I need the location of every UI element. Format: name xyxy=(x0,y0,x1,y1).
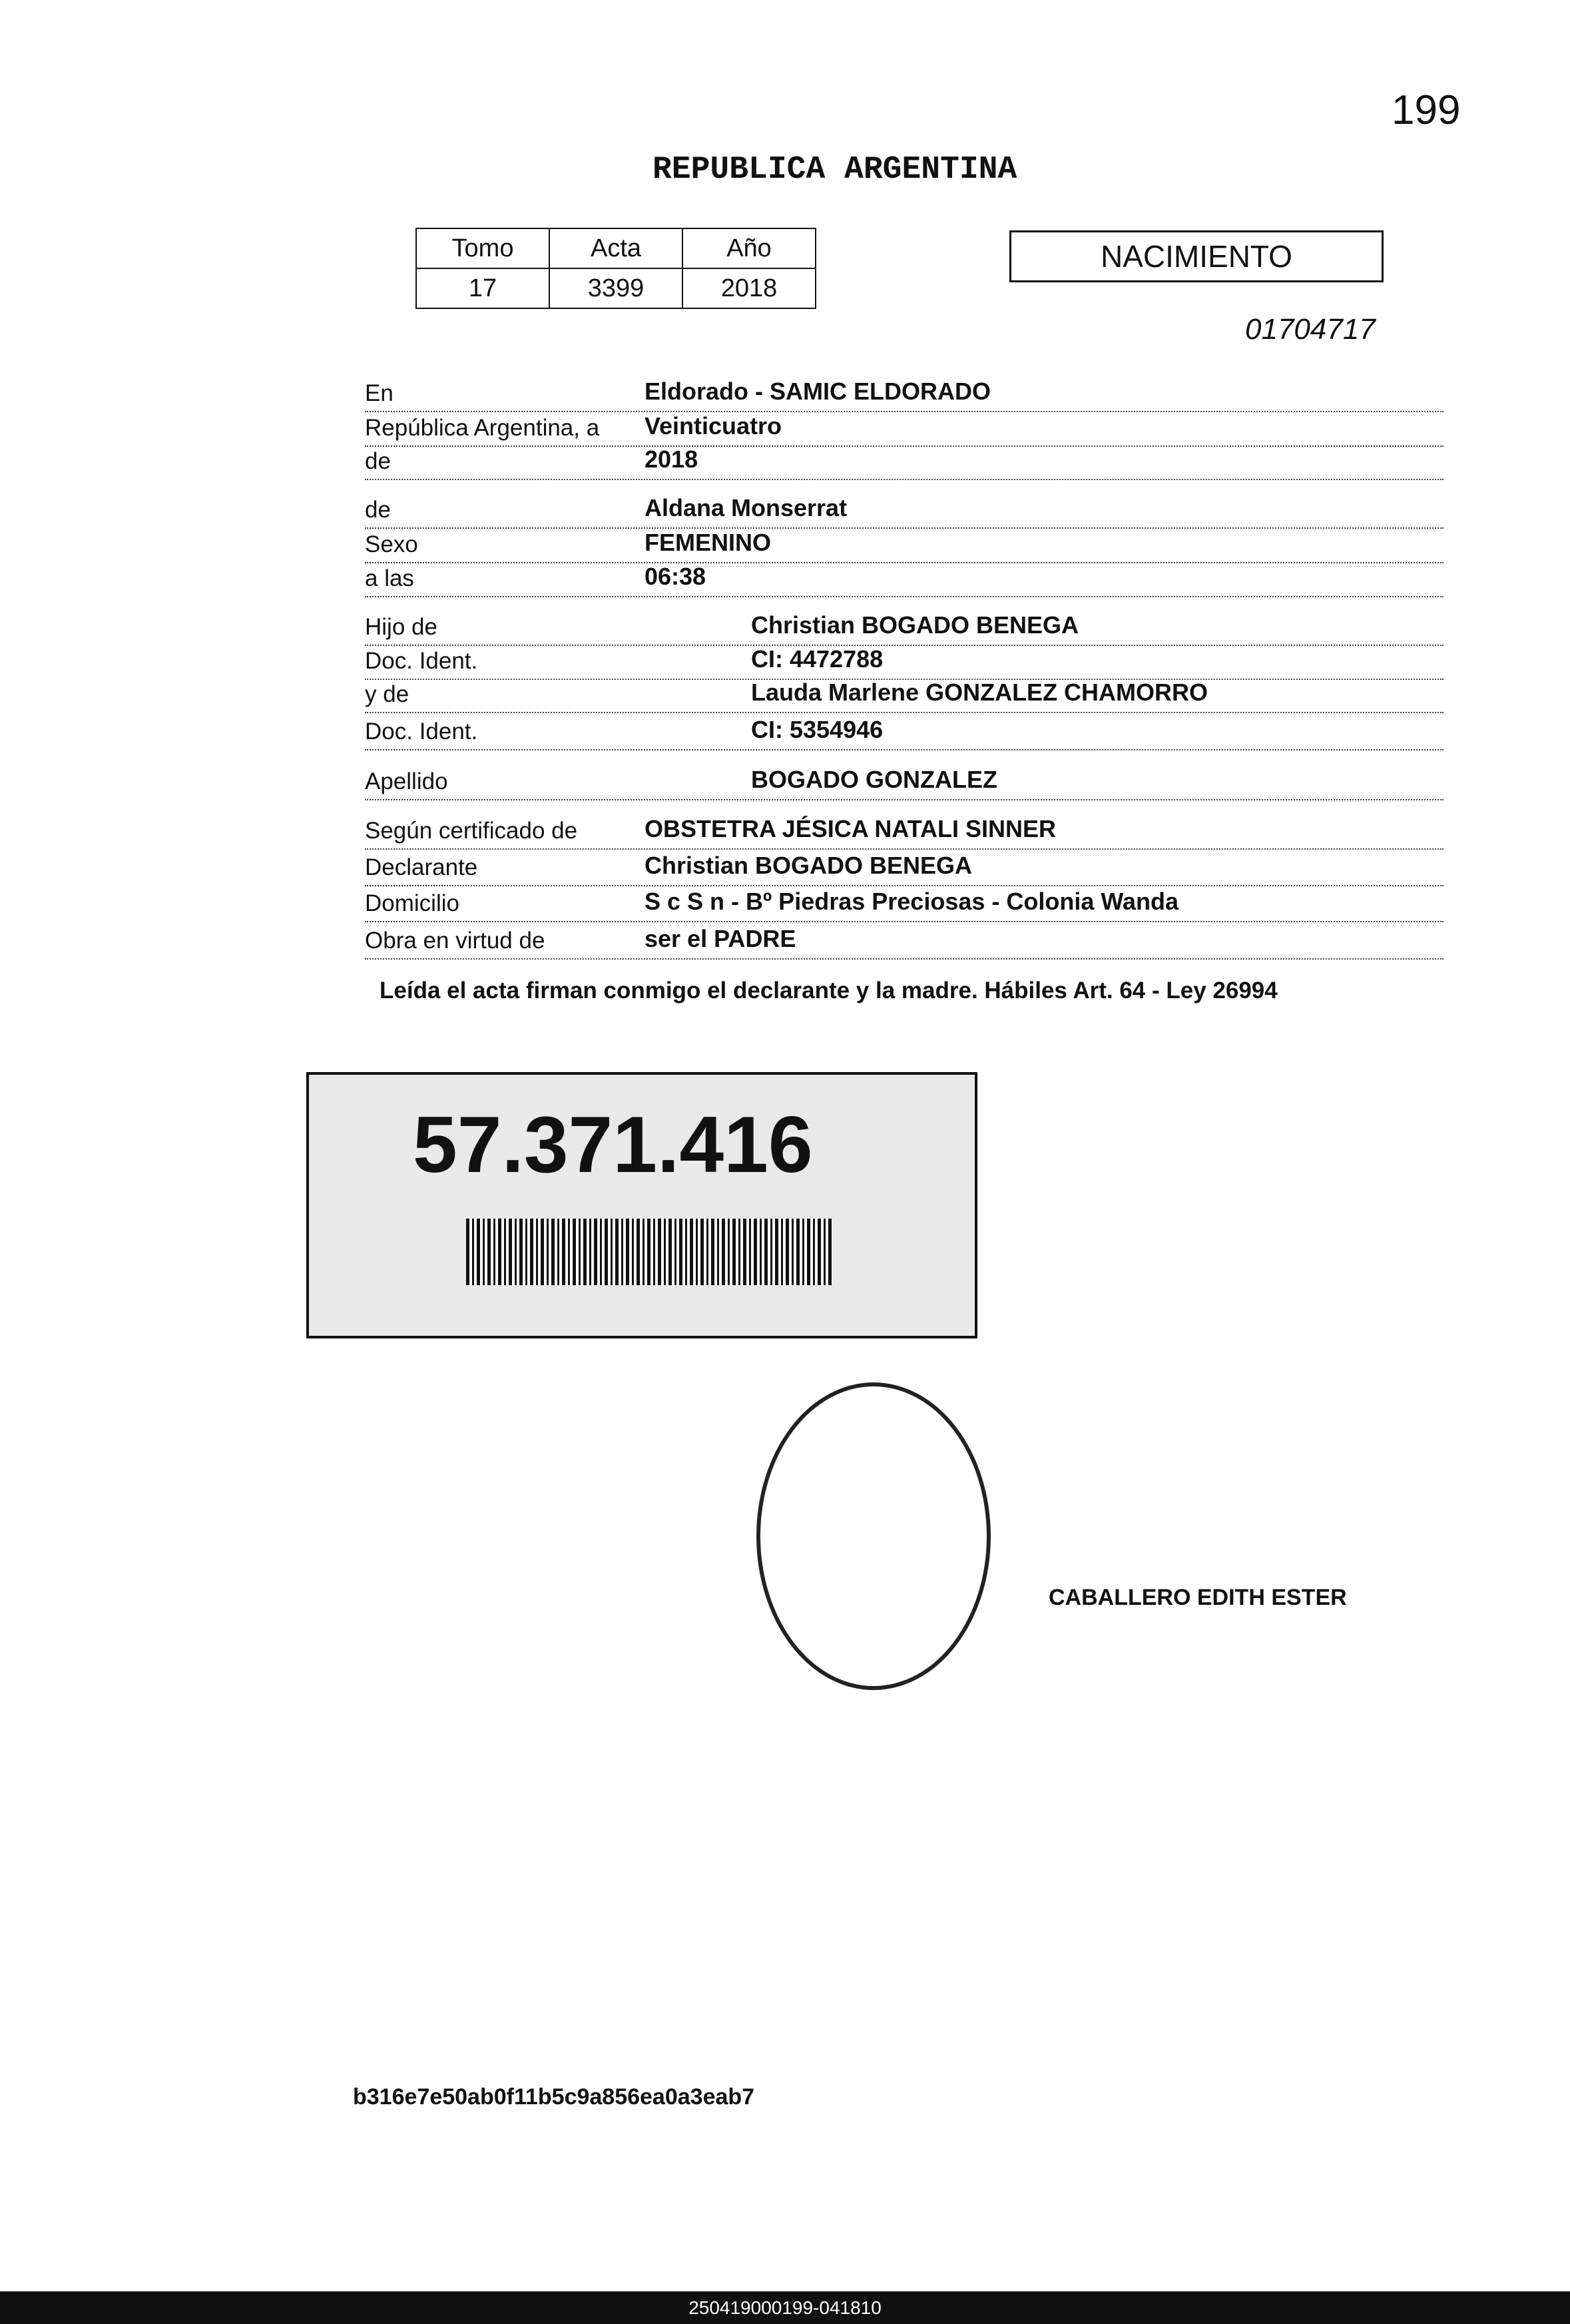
official-signature: CABALLERO EDITH ESTER xyxy=(1049,1585,1347,1610)
field-row: a las 06:38 xyxy=(365,561,1443,597)
hash: b316e7e50ab0f11b5c9a856ea0a3eab7 xyxy=(353,2084,755,2110)
page-title: REPUBLICA ARGENTINA xyxy=(653,152,1017,188)
field-row: Doc. Ident. CI: 4472788 xyxy=(365,644,1443,680)
barcode xyxy=(466,1219,832,1285)
page-number: 199 xyxy=(1392,87,1461,133)
field-row: Hijo de Christian BOGADO BENEGA xyxy=(365,610,1443,646)
field-row: y de Lauda Marlene GONZALEZ CHAMORRO xyxy=(365,677,1443,713)
book-table: Tomo Acta Año 17 3399 2018 xyxy=(415,228,816,309)
field-row: Según certificado de OBSTETRA JÉSICA NATALI SINNER xyxy=(365,814,1443,850)
registry-seal xyxy=(756,1382,991,1690)
field-row: de 2018 xyxy=(365,444,1443,480)
field-row: Obra en virtud de ser el PADRE xyxy=(365,924,1443,960)
cert-type: NACIMIENTO xyxy=(1009,230,1384,282)
field-row: Declarante Christian BOGADO BENEGA xyxy=(365,850,1443,886)
field-row: República Argentina, a Veinticuatro xyxy=(365,411,1443,447)
serial: 01704717 xyxy=(1245,313,1376,346)
field-row: de Aldana Monserrat xyxy=(365,493,1443,529)
dni-number: 57.371.416 xyxy=(413,1100,813,1189)
legal-text: Leída el acta firman conmigo el declarante y la madre. Hábiles Art. 64 - Ley 26994 xyxy=(380,978,1278,1004)
field-row: Sexo FEMENINO xyxy=(365,527,1443,563)
field-row: Apellido BOGADO GONZALEZ xyxy=(365,764,1443,800)
footer-id: 250419000199-041810 xyxy=(0,2291,1570,2324)
field-row: En Eldorado - SAMIC ELDORADO xyxy=(365,376,1443,412)
field-row: Domicilio S c S n - Bº Piedras Preciosas - Colonia Wanda xyxy=(365,886,1443,922)
field-row: Doc. Ident. CI: 5354946 xyxy=(365,715,1443,750)
